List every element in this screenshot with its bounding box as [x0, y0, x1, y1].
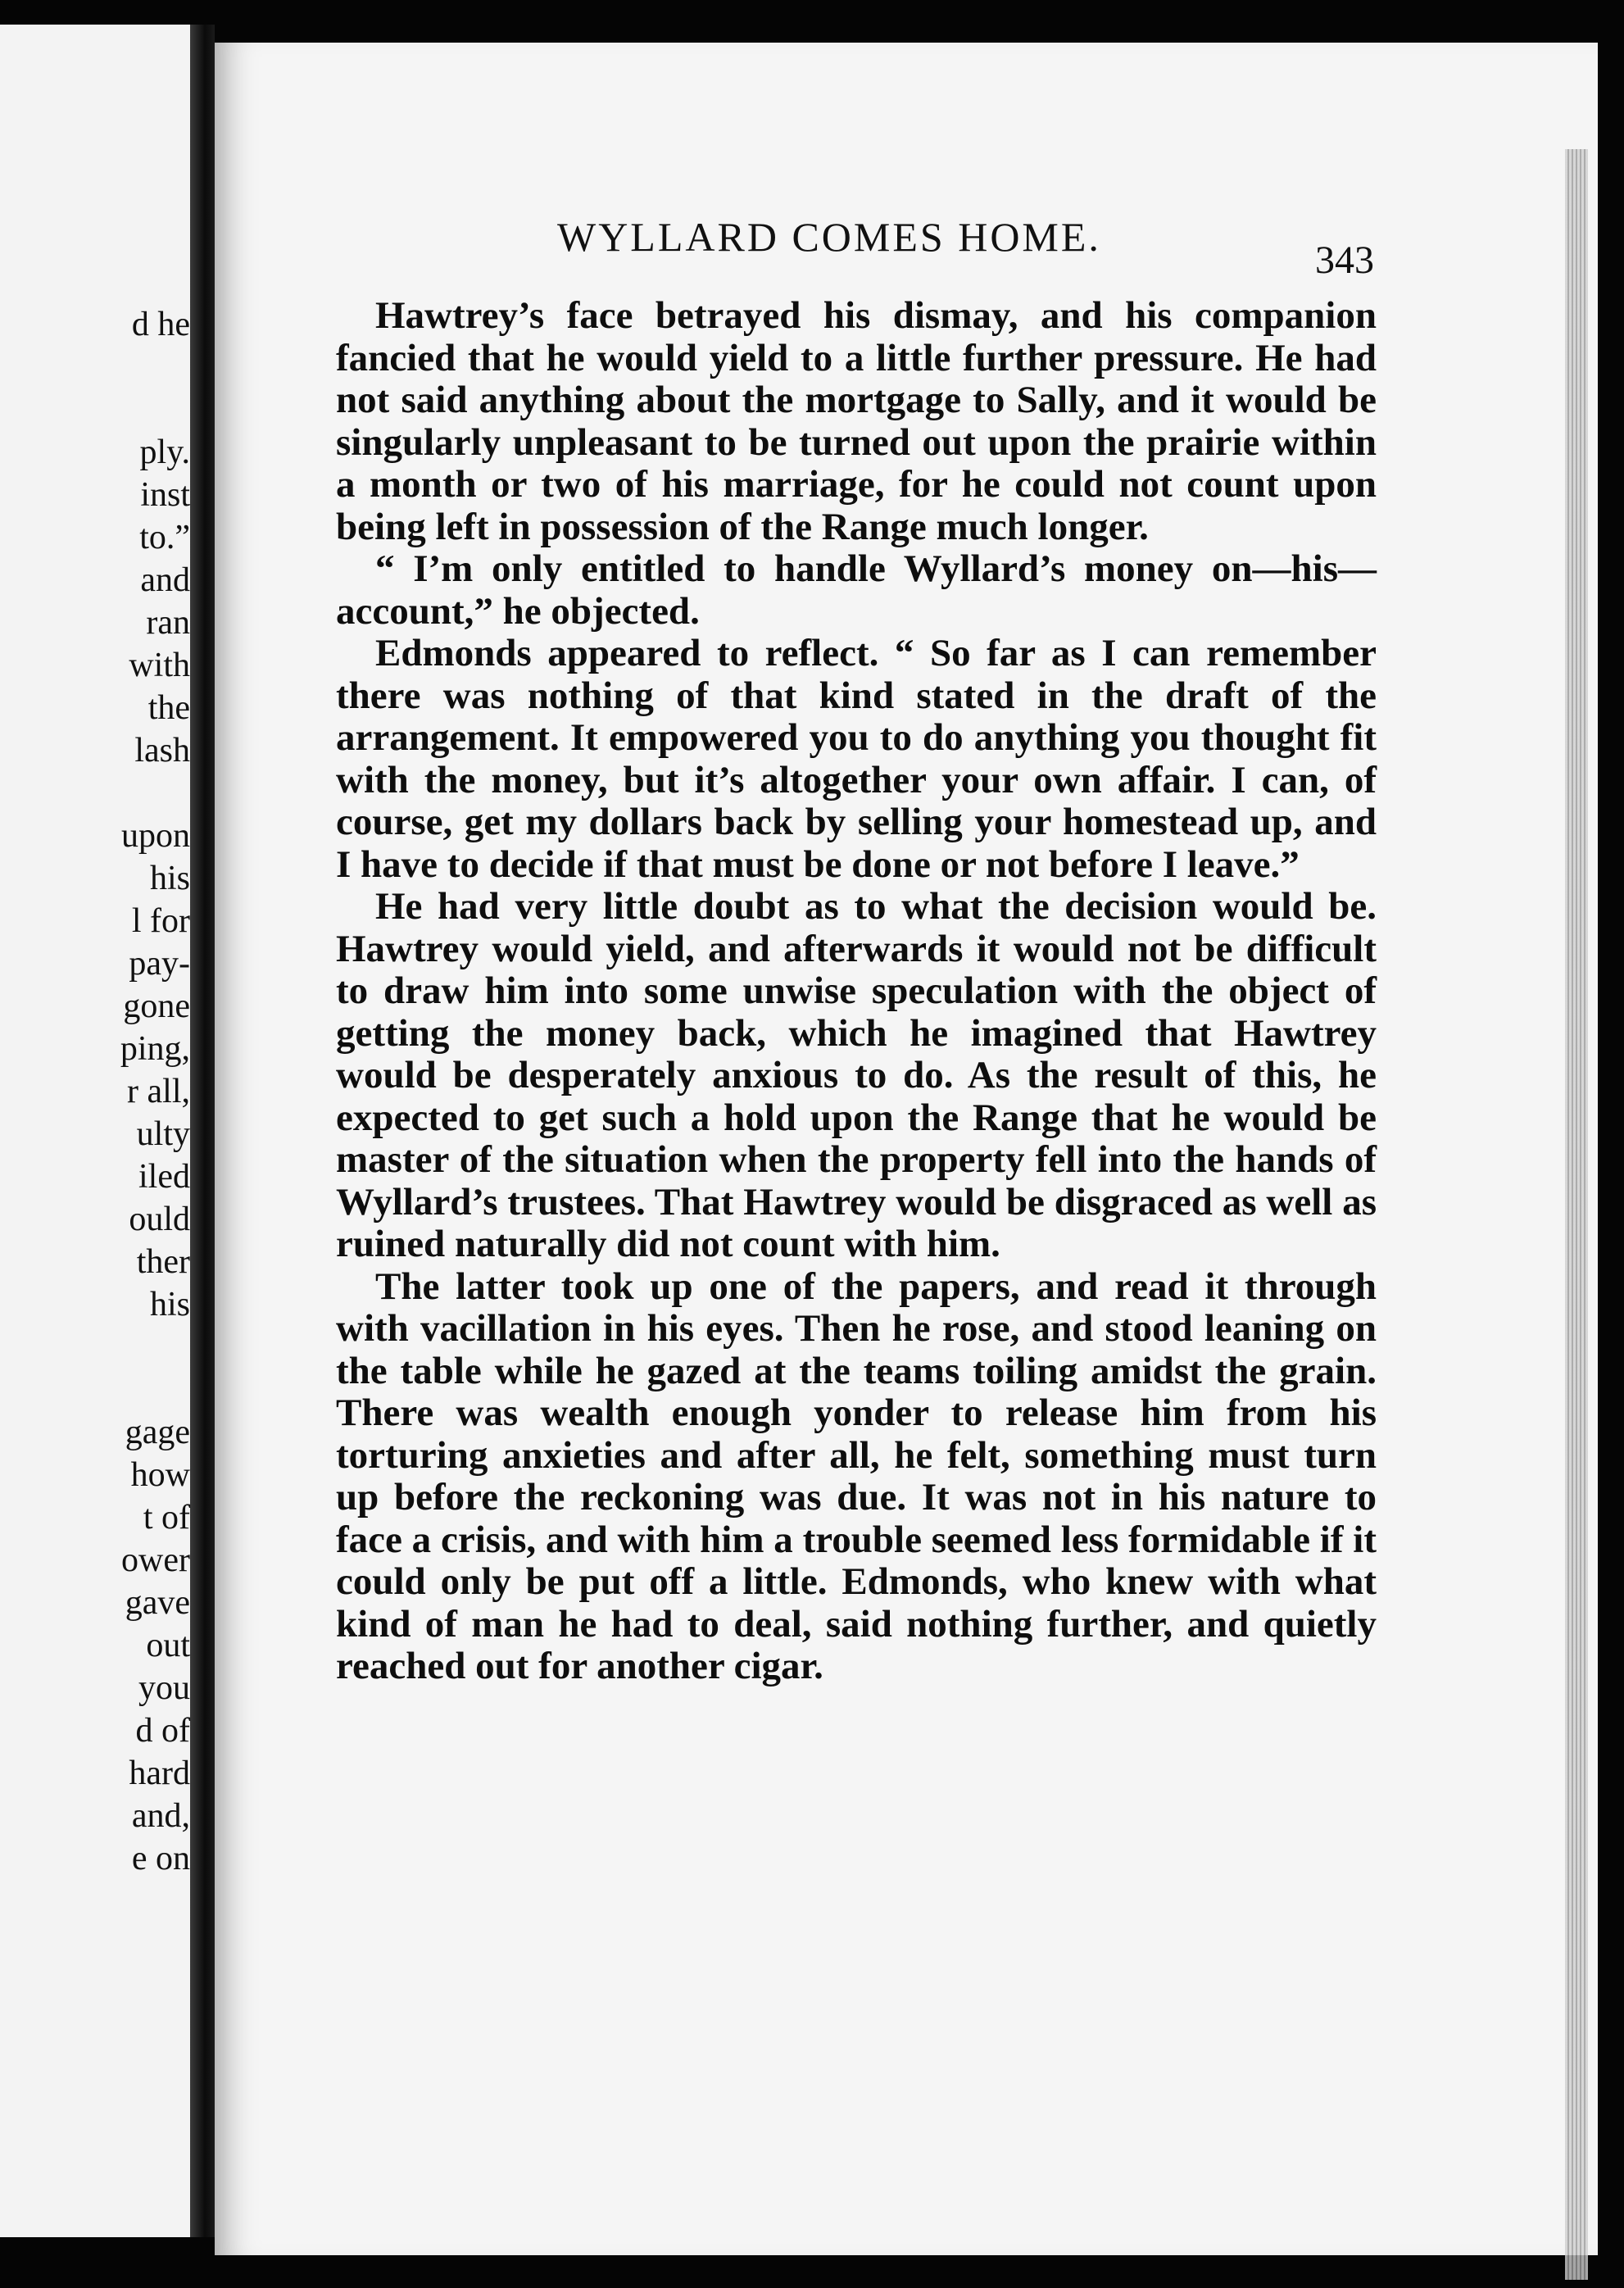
left-page-fragment: with — [129, 647, 190, 684]
left-page-fragment: l for — [131, 902, 190, 940]
left-page-fragment — [0, 1326, 190, 1369]
left-page-fragment: to.” — [139, 519, 190, 556]
left-page-fragment: out — [146, 1627, 190, 1664]
page-edge — [1565, 149, 1588, 2280]
left-page-fragment: gage — [125, 1414, 190, 1451]
left-page-fragment: d he — [131, 306, 190, 343]
left-page-fragment: inst — [140, 476, 190, 514]
left-page-fragment: and, — [131, 1797, 190, 1835]
left-facing-page — [0, 25, 190, 2237]
left-page-fragment: lash — [134, 732, 190, 769]
left-page-fragment: ran — [146, 604, 190, 642]
left-page-fragment: gone — [123, 987, 190, 1025]
left-page-fragment: gave — [125, 1584, 190, 1622]
left-page-fragment: ould — [129, 1201, 190, 1238]
left-page-fragment: pay- — [129, 945, 190, 983]
paragraph: The latter took up one of the papers, and read it through with vacillation in his eyes. Then he rose, and stood leaning on the table while he gazed at the teams toiling amidst the grain. There was wealth enough yonder to release him from his torturing anxieties and after all, he felt, something must turn up before the reckoning was due. It was not in his nature to face a crisis, and with him a trouble seemed less formidable if it could only be put off a little. Edmonds, who knew with what kind of man he had to deal, said nothing further, and quietly reached out for another cigar. — [336, 1264, 1377, 1687]
left-page-fragment: ulty — [136, 1115, 190, 1153]
left-page-fragment: e on — [131, 1840, 190, 1877]
left-page-fragment: you — [138, 1669, 190, 1707]
left-page-fragment: ping, — [120, 1030, 190, 1068]
left-page-fragment: d of — [135, 1712, 190, 1750]
left-page-fragment — [0, 388, 190, 431]
left-page-fragment: his — [149, 1286, 190, 1323]
left-page-fragment: how — [130, 1456, 190, 1494]
paragraph: He had very little doubt as to what the decision would be. Hawtrey would yield, and afterwards it would not be difficult to draw him into some unwise speculation with the object of getting the money back, which he imagined that Hawtrey would be desperately anxious to do. As the result of this, he expected to get such a hold upon the Range that he would be master of the situation when the property fell into the hands of Wyllard’s trustees. That Hawtrey would be disgraced as well as ruined naturally did not count with him. — [336, 885, 1377, 1265]
left-page-fragment: the — [147, 689, 190, 727]
left-page-fragment: ply. — [139, 434, 190, 471]
left-page-fragment: ower — [121, 1541, 190, 1579]
paragraph: Edmonds appeared to reflect. “ So far as I can remember there was nothing of that kind stated in the draft of the arrangement. It empowered you to do anything you thought fit with the money, but it’s altogether your own affair. I can, of course, get my dollars back by selling your homestead up, and I have to decide if that must be done or not before I leave.” — [336, 632, 1377, 886]
book-gutter — [190, 25, 215, 2237]
left-page-fragment: r all, — [127, 1073, 190, 1110]
left-page-fragment: iled — [138, 1158, 190, 1196]
left-page-text-fragments — [0, 303, 190, 1880]
page-number: 343 — [1315, 238, 1374, 282]
left-page-fragment: and — [140, 561, 190, 599]
left-page-fragment — [0, 772, 190, 815]
paragraph: Hawtrey’s face betrayed his dismay, and his companion fancied that he would yield to a little further pressure. He had not said anything about the mortgage to Sally, and it would be singularly unpleasant to be turned out upon the prairie within a month or two of his marriage, for he could not count upon being left in possession of the Range much longer. — [336, 294, 1377, 548]
left-page-fragment: hard — [129, 1755, 190, 1792]
body-text — [336, 295, 1377, 1688]
paragraph: “ I’m only entitled to handle Wyllard’s money on—his—account,” he objected. — [336, 547, 1377, 633]
left-page-fragment: ther — [136, 1243, 190, 1281]
left-page-fragment — [0, 346, 190, 388]
left-page-fragment: t of — [143, 1499, 190, 1537]
left-page-fragment: his — [149, 860, 190, 897]
running-head: WYLLARD COMES HOME. — [557, 214, 1101, 260]
left-page-fragment — [0, 1369, 190, 1411]
left-page-fragment: upon — [121, 817, 190, 855]
